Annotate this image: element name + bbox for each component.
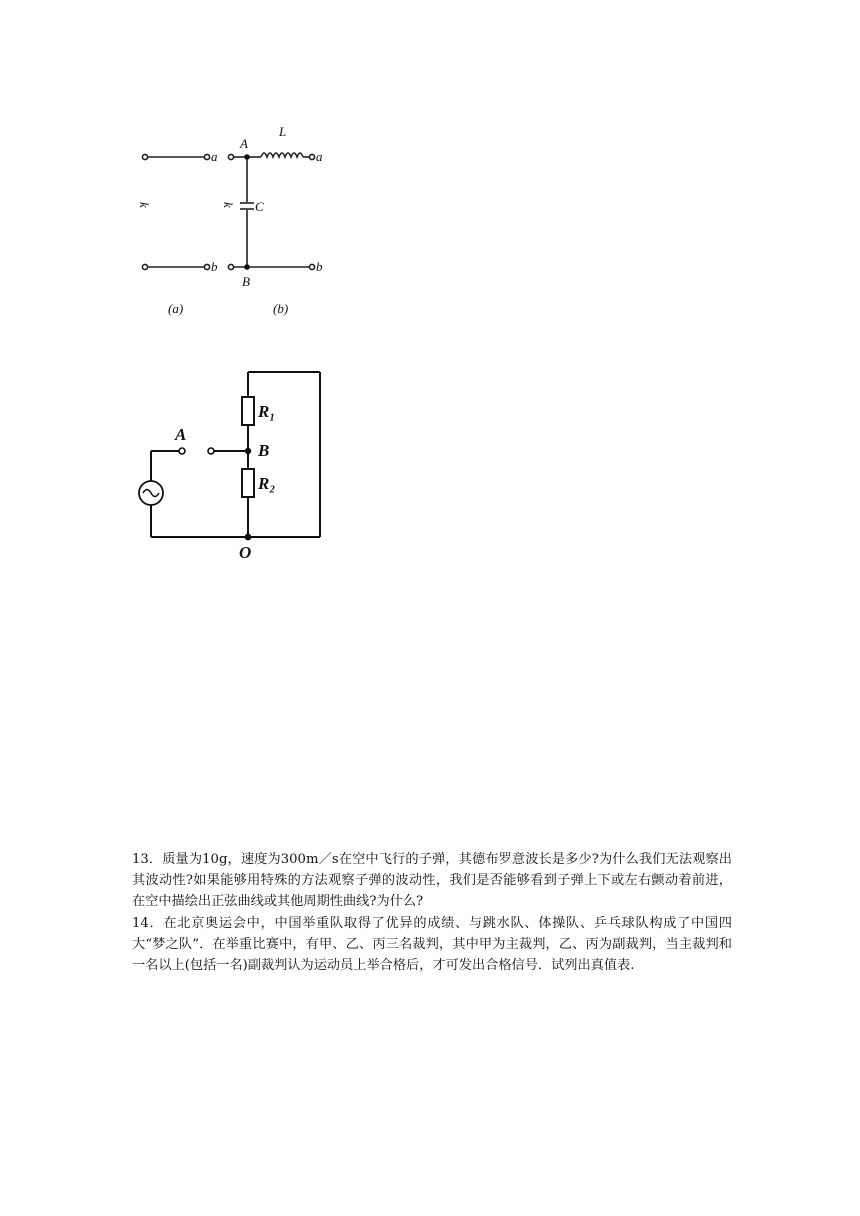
resistor-R2-label: R₂: [258, 474, 276, 493]
capacitor-C-label: C: [255, 199, 264, 214]
divider-circuit-diagram: [130, 360, 340, 570]
node-A-label: A: [240, 136, 248, 151]
figure-circuit-ab: [130, 110, 340, 325]
node-B-label: B: [258, 441, 270, 460]
question-14: 14．在北京奥运会中，中国举重队取得了优异的成绩、与跳水队、体操队、乒乓球队构成了中国四大“梦之队”．在举重比赛中，有甲、乙、丙三名裁判，其中甲为主裁判，乙、丙为副裁判，当主裁判和一名以上(包括一名)副裁判认为运动员上举合格后，才可发出合格信号．试列出真值表.: [132, 915, 732, 974]
terminal-b-right: b: [316, 259, 323, 274]
questions-section: [132, 849, 732, 976]
terminal-A-label: A: [175, 425, 187, 444]
caption-a: (a): [168, 301, 184, 316]
circuit-ab-diagram: [130, 110, 340, 325]
resistor-R1-label: R₁: [258, 402, 276, 421]
k-label-a: k: [137, 202, 152, 208]
k-label-b: k: [221, 202, 236, 208]
node-O-label: O: [239, 543, 252, 562]
caption-b: (b): [273, 301, 289, 316]
terminal-a-right: a: [316, 149, 323, 164]
inductor-L-label: L: [279, 124, 287, 139]
node-B-label: B: [242, 274, 250, 289]
terminal-a-left: a: [211, 149, 218, 164]
figure-divider-circuit: [130, 360, 340, 570]
terminal-b-left: b: [211, 259, 218, 274]
question-13: 13．质量为10g，速度为300m／s在空中飞行的子弹，其德布罗意波长是多少?为什么我们无法观察出其波动性?如果能够用特殊的方法观察子弹的波动性，我们是否能够看到子弹上下或左右颤动着前进，在空中描绘出正弦曲线或其他周期性曲线?为什么?: [132, 852, 732, 910]
